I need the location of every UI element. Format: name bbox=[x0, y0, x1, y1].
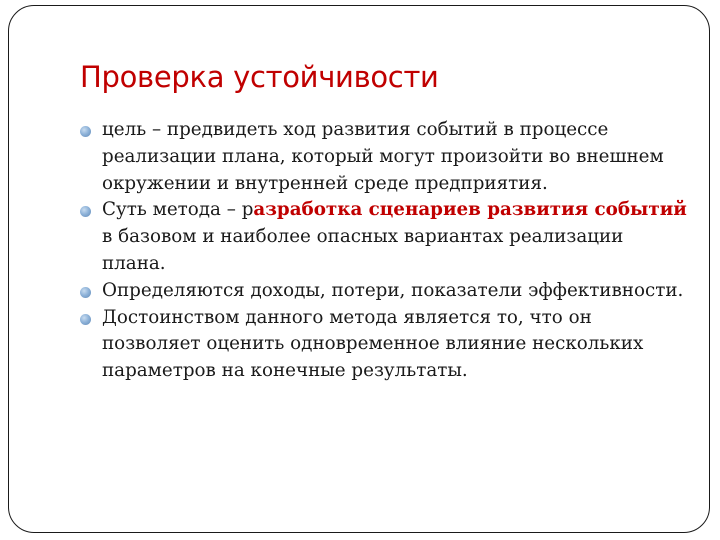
bullet-list bbox=[80, 117, 690, 385]
bullet-text: Определяются доходы, потери, показатели эффективности. bbox=[102, 279, 684, 301]
bullet-text: Достоинством данного метода является то, что он позволяет оценить одновременное влияние нескольких параметров на конечные результаты. bbox=[102, 306, 644, 382]
round-bullet-icon bbox=[80, 206, 91, 217]
bullet-item-goal bbox=[80, 117, 690, 197]
bullet-item-indicators bbox=[80, 278, 690, 305]
bullet-item-method-essence bbox=[80, 197, 690, 277]
round-bullet-icon bbox=[80, 287, 91, 298]
bullet-text: цель – предвидеть ход развития событий в процессе реализации плана, который могут произойти во внешнем окружении и внутренней среде предприятия. bbox=[102, 119, 664, 194]
bullet-item-advantage bbox=[80, 305, 690, 385]
slide-title: Проверка устойчивости bbox=[80, 60, 439, 94]
round-bullet-icon bbox=[80, 314, 91, 325]
bullet-text-after: в базовом и наиболее опасных вариантах реализации плана. bbox=[102, 226, 624, 274]
bullet-text-before: Суть метода – р bbox=[102, 199, 254, 221]
round-bullet-icon bbox=[80, 126, 91, 137]
bullet-highlight: азработка сценариев развития событий bbox=[253, 199, 687, 221]
